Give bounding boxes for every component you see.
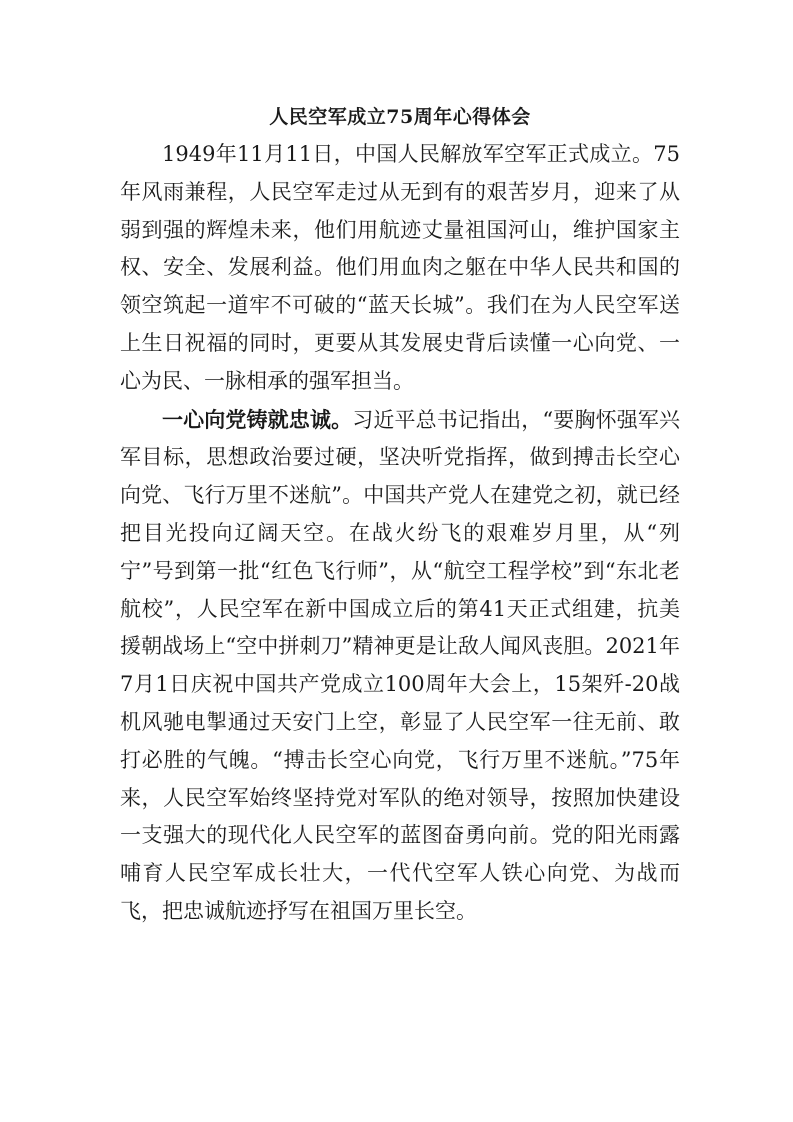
- document-title: 人民空军成立75周年心得体会: [269, 106, 531, 128]
- paragraph-loyalty-text: 习近平总书记指出，“要胸怀强军兴军目标，思想政治要过硬，坚决听党指挥，做到搏击长空心向党、飞行万里不迷航”。中国共产党人在建党之初，就已经把目光投向辽阔天空。在战火纷飞的艰难岁月里，从“列宁”号到第一批“红色飞行师”，从“航空工程学校”到“东北老航校”，人民空军在新中国成立后的第41天正式组建，抗美援朝战场上“空中拼刺刀”精神更是让敌人闻风丧胆。2021年7月1日庆祝中国共产党成立100周年大会上，15架歼-20战机风驰电掣通过天安门上空，彰显了人民空军一往无前、敢打必胜的气魄。“搏击长空心向党，飞行万里不迷航。”75年来，人民空军始终坚持党对军队的绝对领导，按照加快建设一支强大的现代化人民空军的蓝图奋勇向前。党的阳光雨露哺育人民空军成长壮大，一代代空军人铁心向党、为战而飞，把忠诚航迹抒写在祖国万里长空。: [120, 407, 680, 923]
- document-page: [120, 100, 680, 931]
- paragraph-intro: [120, 136, 680, 401]
- paragraph-intro-text: 1949年11月11日，中国人民解放军空军正式成立。75年风雨兼程，人民空军走过从无到有的艰苦岁月，迎来了从弱到强的辉煌未来，他们用航迹丈量祖国河山，维护国家主权、安全、发展利益。他们用血肉之躯在中华人民共和国的领空筑起一道牢不可破的“蓝天长城”。我们在为人民空军送上生日祝福的同时，更要从其发展史背后读懂一心向党、一心为民、一脉相承的强军担当。: [120, 142, 680, 393]
- paragraph-loyalty-lead: 一心向党铸就忠诚。: [162, 406, 353, 432]
- paragraph-loyalty: [120, 401, 680, 931]
